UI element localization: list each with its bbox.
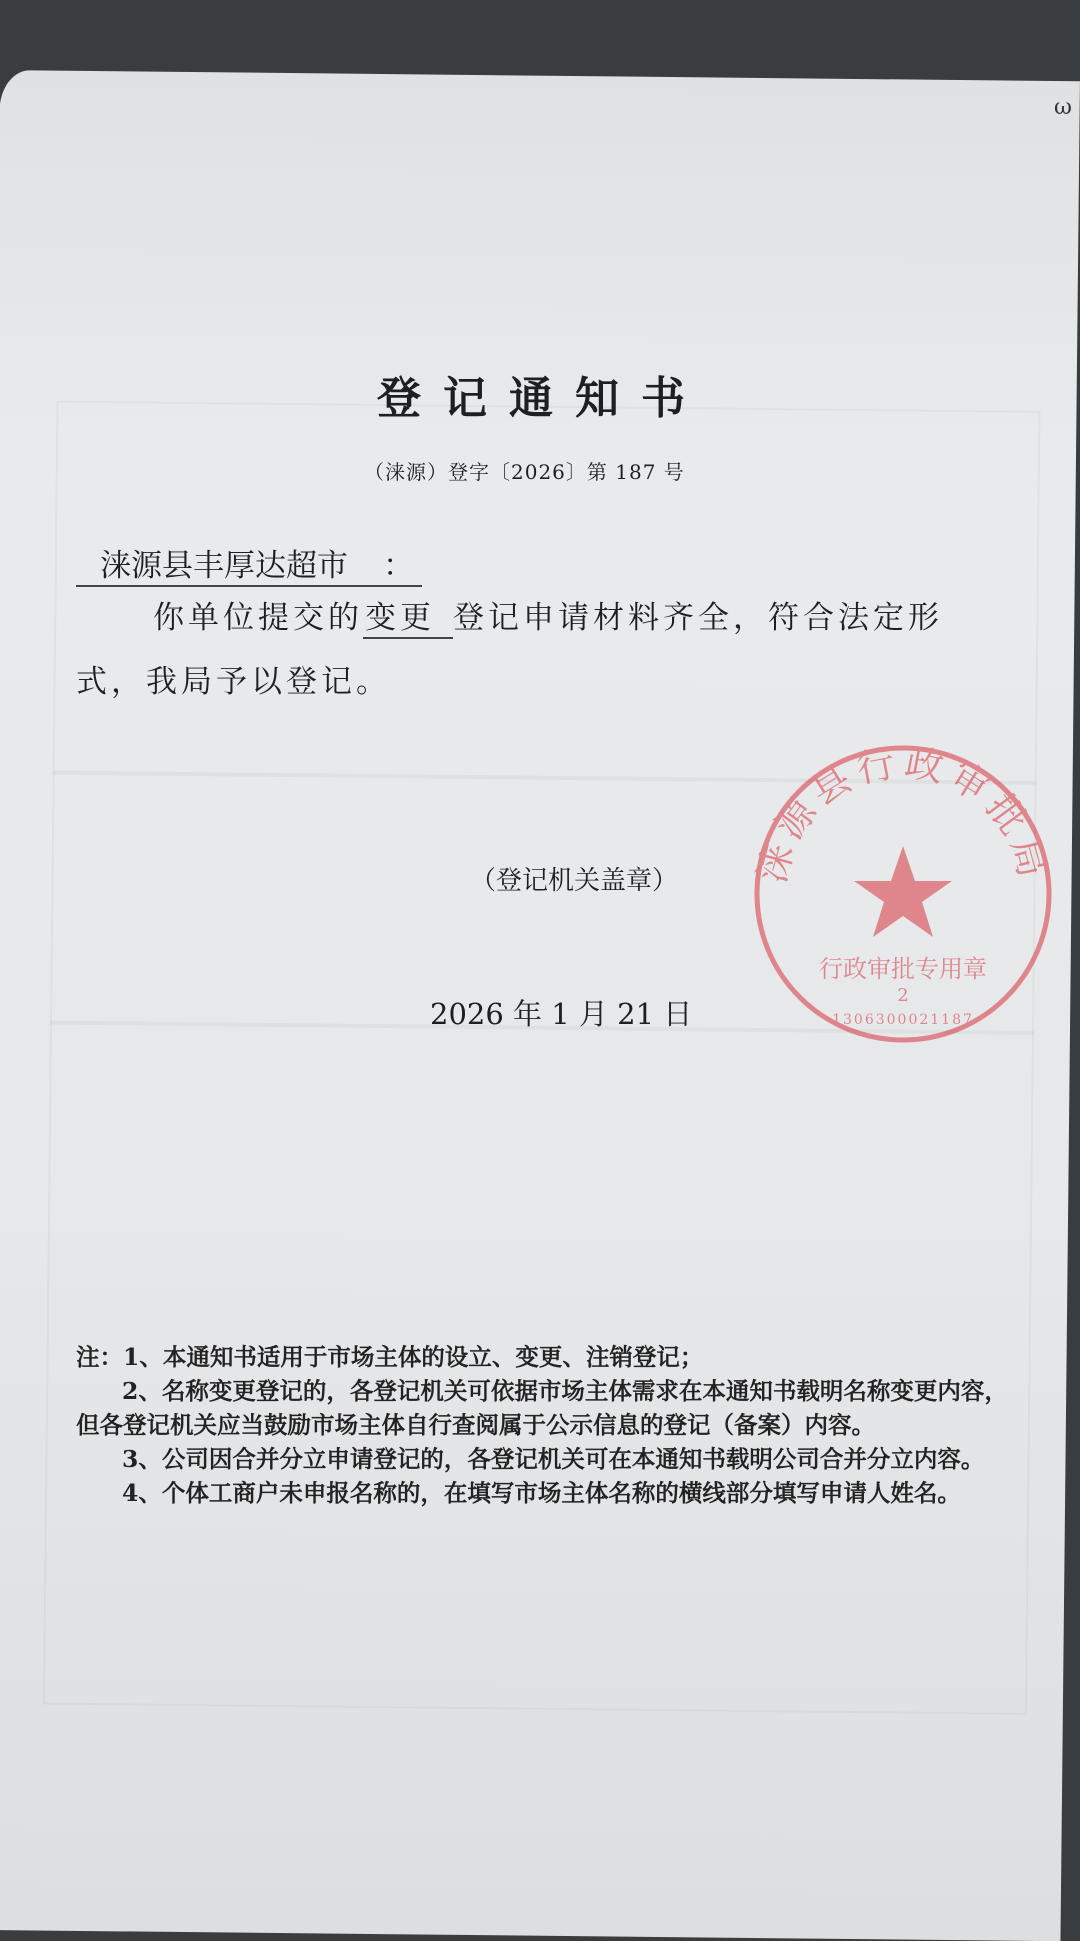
registration-type: 变更: [363, 592, 453, 639]
seal-org-text: 涞源县行政审批局: [750, 741, 1056, 888]
seal-note: （登记机关盖章）: [470, 866, 679, 896]
note-4: 4、个体工商户未申报名称的，在填写市场主体名称的横线部分填写申请人姓名。: [122, 1479, 961, 1507]
document-title: 登记通知书: [377, 373, 707, 424]
corner-mark: ω: [1054, 95, 1072, 120]
addressee-name: 涞源县丰厚达超市: [100, 548, 348, 584]
notes-section: [76, 1340, 1008, 1510]
issue-date: 2026 年 1 月 21 日: [430, 997, 693, 1031]
body-line-1: [153, 592, 943, 639]
note-2-continued: 但各登记机关应当鼓励市场主体自行查阅属于公示信息的登记（备案）内容。: [76, 1411, 875, 1439]
seal-code: 1306300021187: [832, 1012, 974, 1028]
addressee-colon: ：: [383, 548, 414, 584]
seal-number: 2: [897, 985, 909, 1006]
seal-star-icon: [854, 846, 952, 937]
body-suffix: 登记申请材料齐全，符合法定形: [453, 600, 943, 636]
body-prefix: 你单位提交的: [153, 600, 363, 636]
note-2: 2、名称变更登记的，各登记机关可依据市场主体需求在本通知书载明名称变更内容，: [122, 1377, 1008, 1405]
note-3: 3、公司因合并分立申请登记的，各登记机关可在本通知书载明公司合并分立内容。: [122, 1445, 985, 1473]
note-1: 注：1、本通知书适用于市场主体的设立、变更、注销登记；: [76, 1343, 704, 1371]
document-number: （涞源）登字〔2026〕第 187 号: [364, 460, 685, 484]
seal-purpose-text: 行政审批专用章: [819, 955, 987, 983]
body-line-2: 式，我局予以登记。: [76, 664, 391, 700]
addressee: [76, 540, 422, 587]
official-seal: [750, 741, 1056, 1047]
